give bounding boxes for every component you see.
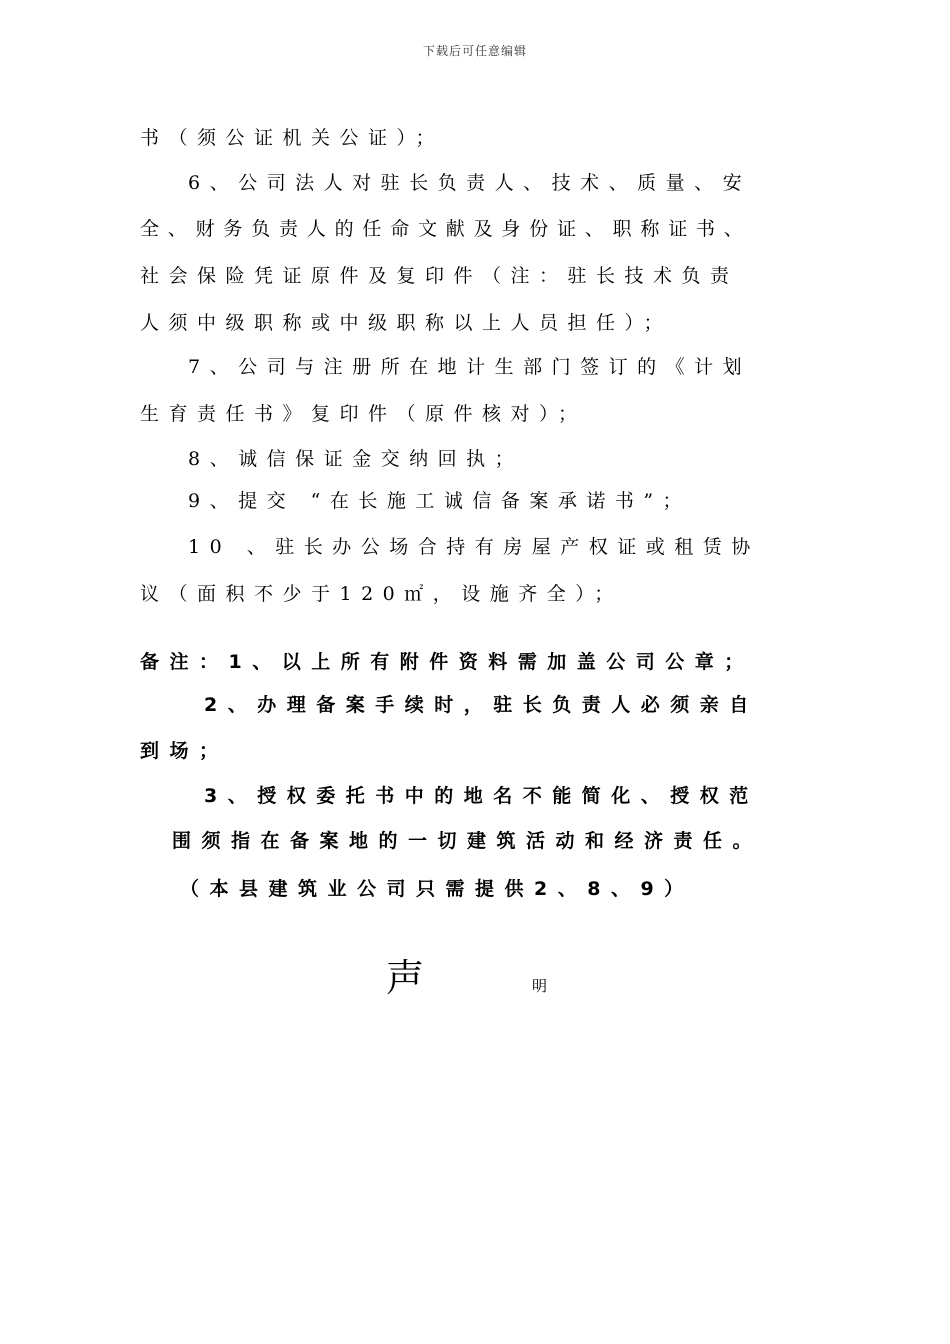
note-line: 备注：1、以上所有附件资料需加盖公司公章； — [140, 651, 754, 673]
body-line: 议（面积不少于120㎡，设施齐全）； — [140, 583, 623, 605]
page-header: 下载后可任意编辑 — [422, 44, 527, 58]
note-line: 3、授权委托书中的地名不能简化、授权范 — [204, 785, 759, 807]
body-line: 7、公司与注册所在地计生部门签订的《计划 — [188, 356, 752, 378]
body-line: 全、财务负责人的任命文献及身份证、职称证书、 — [140, 218, 752, 240]
note-line: 2、办理备案手续时，驻长负责人必须亲自 — [204, 694, 759, 716]
body-line: 8、诚信保证金交纳回执； — [188, 448, 524, 470]
body-line: 社会保险凭证原件及复印件（注：驻长技术负责 — [140, 265, 739, 287]
note-line: 到场； — [140, 740, 229, 762]
note-line: 围须指在备案地的一切建筑活动和经济责任。 — [172, 830, 763, 852]
body-line: 人须中级职称或中级职称以上人员担任）； — [140, 312, 673, 334]
note-line: （本县建筑业公司只需提供2、8、9） — [180, 878, 694, 900]
body-line: 书（须公证机关公证）； — [140, 127, 445, 149]
body-line: 9、提交 “在长施工诚信备案承诺书”； — [188, 490, 692, 512]
statement-title-char: 声 — [386, 956, 425, 1000]
body-line: 10 、驻长办公场合持有房屋产权证或租赁协 — [188, 536, 760, 558]
body-line: 6、公司法人对驻长负责人、技术、质量、安 — [188, 172, 752, 194]
body-line: 生育责任书》复印件（原件核对）； — [140, 403, 587, 425]
statement-title-char: 明 — [532, 977, 548, 995]
